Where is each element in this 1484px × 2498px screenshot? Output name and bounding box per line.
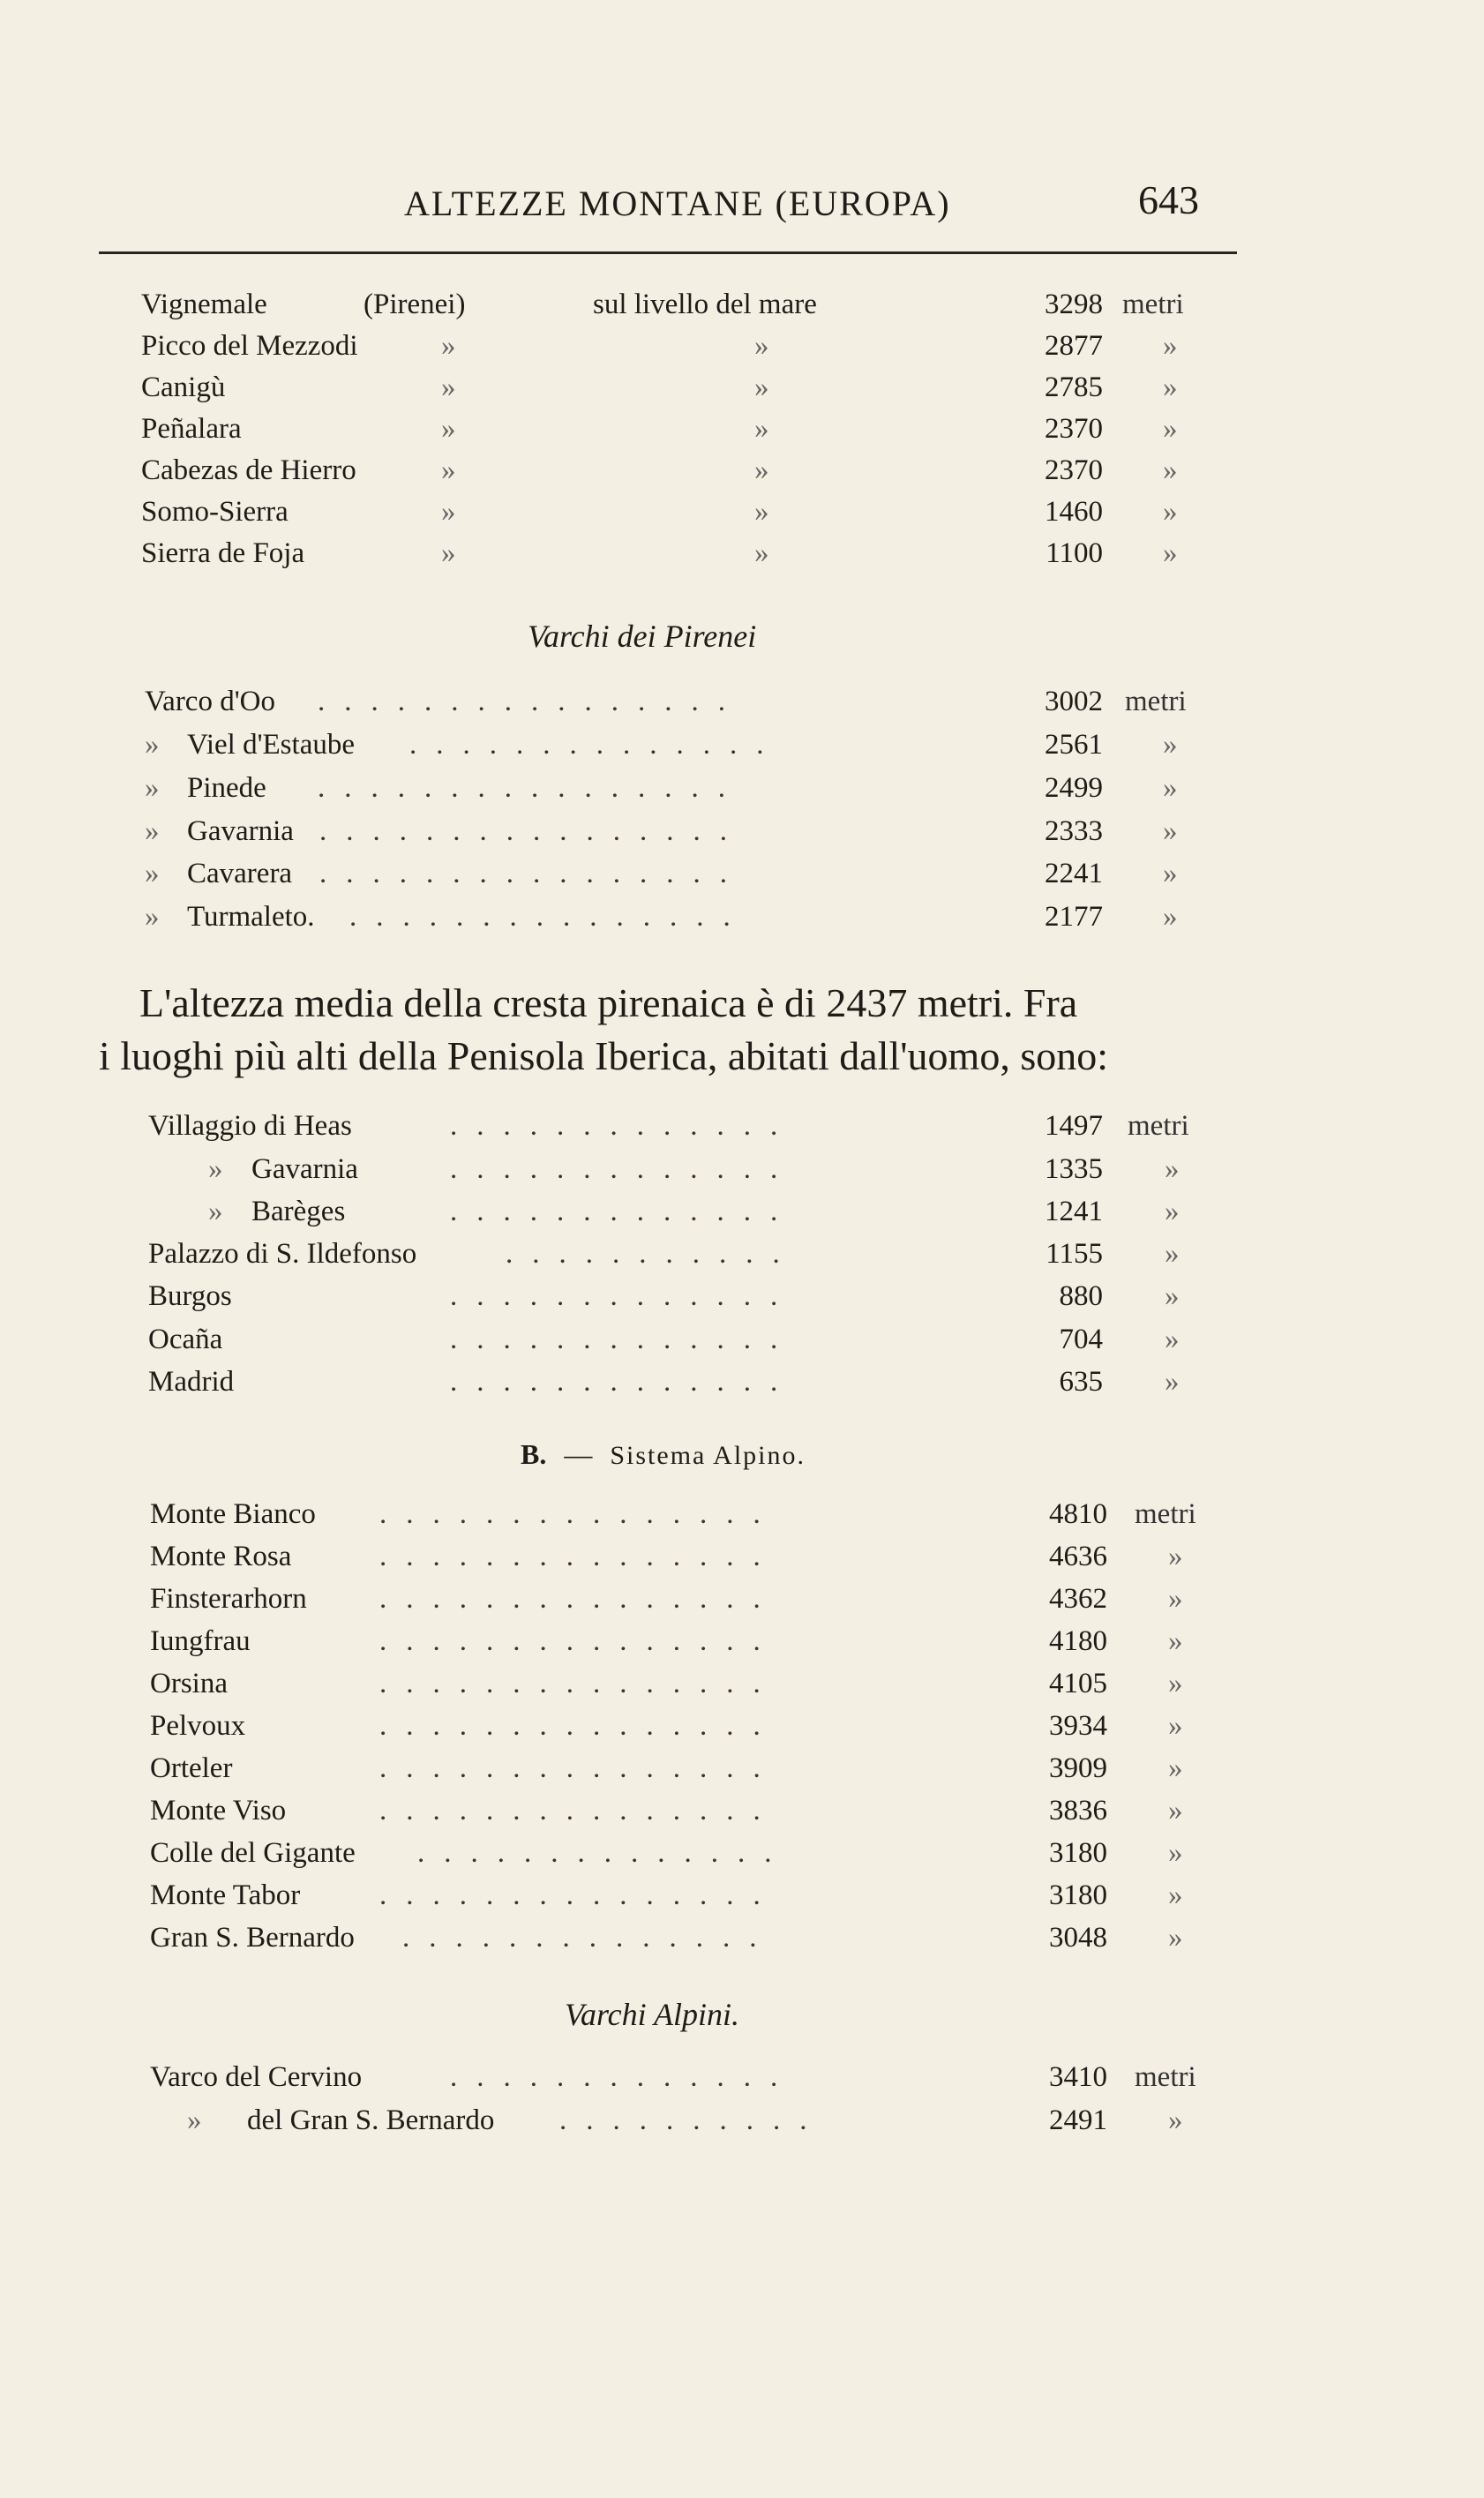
pyrenees-passes-heading: Varchi dei Pirenei: [528, 619, 757, 654]
peak-name: Sierra de Foja: [141, 537, 305, 569]
height-value: 2877: [1045, 330, 1103, 362]
table-row: [0, 1625, 1484, 1668]
unit-label: »: [1168, 1625, 1183, 1657]
dot-leader: ..............: [402, 1922, 776, 1954]
height-value: 3298: [1045, 289, 1103, 320]
height-value: 2561: [1045, 729, 1103, 761]
ditto-mark: »: [187, 2104, 202, 2136]
unit-label: »: [1165, 1366, 1180, 1398]
ditto-mark: »: [208, 1196, 223, 1227]
unit-label: »: [1163, 330, 1178, 362]
unit-label: metri: [1135, 1498, 1196, 1530]
range-label: »: [441, 371, 456, 403]
height-value: 2785: [1045, 371, 1103, 403]
entry-name: Finsterarhorn: [150, 1583, 307, 1615]
entry-name: Viel d'Estaube: [187, 729, 355, 761]
table-row: [0, 901, 1484, 943]
entry-name: Orsina: [150, 1668, 228, 1699]
table-row: [0, 1922, 1484, 1964]
table-row: [0, 686, 1484, 728]
dot-leader: ...............: [379, 1541, 780, 1572]
height-value: 2333: [1045, 815, 1103, 847]
table-row: [0, 1710, 1484, 1752]
dot-leader: ...............: [379, 1795, 780, 1827]
paragraph-line-2: i luoghi più alti della Penisola Iberica, abitati dall'uomo, sono:: [99, 1033, 1109, 1078]
ditto-mark: »: [208, 1153, 223, 1185]
table-row: [0, 289, 1484, 331]
dot-leader: ................: [319, 815, 746, 847]
dot-leader: ...............: [379, 1879, 780, 1911]
table-row: [0, 815, 1484, 858]
unit-label: »: [1168, 1541, 1183, 1572]
section-letter: B.: [521, 1438, 547, 1470]
height-value: 3180: [1049, 1837, 1107, 1869]
table-row: [0, 1196, 1484, 1238]
table-row: [0, 2061, 1484, 2104]
entry-name: Palazzo di S. Ildefonso: [148, 1238, 417, 1270]
unit-label: metri: [1122, 289, 1184, 320]
dot-leader: ...............: [379, 1752, 780, 1784]
table-row: [0, 1366, 1484, 1408]
reference-label: »: [754, 330, 769, 362]
height-value: 880: [1059, 1280, 1103, 1312]
entry-name: del Gran S. Bernardo: [247, 2104, 495, 2136]
ditto-mark: »: [145, 729, 160, 761]
height-value: 3410: [1049, 2061, 1107, 2093]
entry-name: Gran S. Bernardo: [150, 1922, 355, 1954]
height-value: 1460: [1045, 496, 1103, 528]
unit-label: »: [1165, 1280, 1180, 1312]
range-label: »: [441, 454, 456, 486]
table-row: [0, 1837, 1484, 1879]
unit-label: »: [1163, 537, 1178, 569]
running-header: ALTEZZE MONTANE (EUROPA): [404, 184, 951, 223]
entry-name: Pinede: [187, 772, 266, 804]
unit-label: »: [1163, 454, 1178, 486]
unit-label: »: [1165, 1324, 1180, 1355]
dot-leader: ...........: [506, 1238, 799, 1270]
entry-name: Colle del Gigante: [150, 1837, 356, 1869]
table-row: [0, 330, 1484, 372]
entry-name: Barèges: [251, 1196, 346, 1227]
entry-name: Gavarnia: [187, 815, 294, 847]
entry-name: Cavarera: [187, 858, 293, 889]
height-value: 3048: [1049, 1922, 1107, 1954]
table-row: [0, 729, 1484, 771]
table-row: [0, 454, 1484, 497]
dot-leader: .............: [450, 1110, 798, 1142]
height-value: 1497: [1045, 1110, 1103, 1142]
unit-label: »: [1163, 496, 1178, 528]
height-value: 4105: [1049, 1668, 1107, 1699]
height-value: 2370: [1045, 413, 1103, 445]
range-label: »: [441, 496, 456, 528]
reference-label: »: [754, 537, 769, 569]
height-value: 4810: [1049, 1498, 1107, 1530]
height-value: 3909: [1049, 1752, 1107, 1784]
dot-leader: ..........: [559, 2104, 827, 2136]
height-value: 2491: [1049, 2104, 1107, 2136]
dot-leader: ...............: [379, 1625, 780, 1657]
height-value: 1100: [1046, 537, 1103, 569]
unit-label: »: [1163, 815, 1178, 847]
unit-label: metri: [1128, 1110, 1189, 1142]
reference-label: sul livello del mare: [593, 289, 817, 320]
range-label: (Pirenei): [364, 289, 466, 320]
height-value: 4362: [1049, 1583, 1107, 1615]
reference-label: »: [754, 496, 769, 528]
dot-leader: .............: [450, 2061, 798, 2093]
unit-label: metri: [1125, 686, 1187, 717]
height-value: 2177: [1045, 901, 1103, 933]
dot-leader: .............: [450, 1153, 798, 1185]
dot-leader: .............: [450, 1366, 798, 1398]
peak-name: Peñalara: [141, 413, 242, 445]
entry-name: Orteler: [150, 1752, 233, 1784]
unit-label: »: [1168, 1752, 1183, 1784]
entry-name: Pelvoux: [150, 1710, 246, 1742]
unit-label: »: [1168, 1879, 1183, 1911]
height-value: 4180: [1049, 1625, 1107, 1657]
table-row: [0, 772, 1484, 814]
dot-leader: .............: [450, 1196, 798, 1227]
entry-name: Turmaleto.: [187, 901, 315, 933]
peak-name: Vignemale: [141, 289, 267, 320]
height-value: 2499: [1045, 772, 1103, 804]
header-rule: [99, 251, 1237, 254]
table-row: [0, 858, 1484, 900]
dot-leader: ...............: [379, 1710, 780, 1742]
dot-leader: ................: [318, 686, 745, 717]
entry-name: Madrid: [148, 1366, 235, 1398]
range-label: »: [441, 413, 456, 445]
dot-leader: ...............: [379, 1668, 780, 1699]
unit-label: »: [1168, 1922, 1183, 1954]
height-value: 3836: [1049, 1795, 1107, 1827]
table-row: [0, 1280, 1484, 1323]
unit-label: »: [1168, 2104, 1183, 2136]
dot-leader: ...............: [379, 1583, 780, 1615]
peak-name: Somo-Sierra: [141, 496, 289, 528]
dot-leader: ...............: [349, 901, 750, 933]
height-value: 2370: [1045, 454, 1103, 486]
dot-leader: ................: [318, 772, 745, 804]
table-row: [0, 496, 1484, 538]
table-row: [0, 1541, 1484, 1583]
dot-leader: .............: [450, 1324, 798, 1355]
dot-leader: ................: [319, 858, 746, 889]
entry-name: Monte Viso: [150, 1795, 287, 1827]
dot-leader: ..............: [417, 1837, 791, 1869]
height-value: 3934: [1049, 1710, 1107, 1742]
height-value: 635: [1059, 1366, 1103, 1398]
reference-label: »: [754, 371, 769, 403]
page-number: 643: [1138, 177, 1199, 222]
height-value: 4636: [1049, 1541, 1107, 1572]
entry-name: Ocaña: [148, 1324, 223, 1355]
height-value: 1155: [1046, 1238, 1103, 1270]
alpine-section-heading: [521, 1438, 806, 1471]
ditto-mark: »: [145, 901, 160, 933]
entry-name: Villaggio di Heas: [148, 1110, 352, 1142]
table-row: [0, 1498, 1484, 1541]
unit-label: »: [1163, 858, 1178, 889]
height-value: 1335: [1045, 1153, 1103, 1185]
height-value: 2241: [1045, 858, 1103, 889]
table-row: [0, 371, 1484, 414]
entry-name: Gavarnia: [251, 1153, 358, 1185]
section-dash: —: [564, 1438, 593, 1470]
unit-label: »: [1168, 1583, 1183, 1615]
range-label: »: [441, 537, 456, 569]
table-row: [0, 1324, 1484, 1366]
table-row: [0, 537, 1484, 580]
height-value: 3002: [1045, 686, 1103, 717]
entry-name: Monte Rosa: [150, 1541, 292, 1572]
table-row: [0, 1238, 1484, 1280]
ditto-mark: »: [145, 858, 160, 889]
ditto-mark: »: [145, 815, 160, 847]
table-row: [0, 2104, 1484, 2147]
unit-label: metri: [1135, 2061, 1196, 2093]
entry-name: Varco d'Oo: [145, 686, 275, 717]
unit-label: »: [1163, 371, 1178, 403]
table-row: [0, 1668, 1484, 1710]
table-row: [0, 1583, 1484, 1625]
table-row: [0, 1153, 1484, 1196]
dot-leader: .............: [450, 1280, 798, 1312]
table-row: [0, 1752, 1484, 1795]
dot-leader: ...............: [379, 1498, 780, 1530]
height-value: 704: [1059, 1324, 1103, 1355]
height-value: 1241: [1045, 1196, 1103, 1227]
unit-label: »: [1163, 729, 1178, 761]
table-row: [0, 1795, 1484, 1837]
unit-label: »: [1168, 1668, 1183, 1699]
entry-name: Monte Tabor: [150, 1879, 301, 1911]
section-title: Sistema Alpino.: [610, 1441, 806, 1470]
range-label: »: [441, 330, 456, 362]
unit-label: »: [1168, 1837, 1183, 1869]
table-row: [0, 1879, 1484, 1922]
unit-label: »: [1165, 1196, 1180, 1227]
unit-label: »: [1165, 1238, 1180, 1270]
unit-label: »: [1168, 1795, 1183, 1827]
unit-label: »: [1165, 1153, 1180, 1185]
unit-label: »: [1168, 1710, 1183, 1742]
dot-leader: ..............: [409, 729, 783, 761]
peak-name: Cabezas de Hierro: [141, 454, 356, 486]
entry-name: Monte Bianco: [150, 1498, 316, 1530]
paragraph-line-1: L'altezza media della cresta pirenaica è di 2437 metri. Fra: [139, 980, 1078, 1025]
entry-name: Varco del Cervino: [150, 2061, 363, 2093]
entry-name: Iungfrau: [150, 1625, 251, 1657]
alpine-passes-heading: Varchi Alpini.: [565, 1997, 739, 2032]
table-row: [0, 1110, 1484, 1152]
table-row: [0, 413, 1484, 455]
reference-label: »: [754, 413, 769, 445]
unit-label: »: [1163, 901, 1178, 933]
height-value: 3180: [1049, 1879, 1107, 1911]
ditto-mark: »: [145, 772, 160, 804]
peak-name: Canigù: [141, 371, 226, 403]
reference-label: »: [754, 454, 769, 486]
entry-name: Burgos: [148, 1280, 232, 1312]
peak-name: Picco del Mezzodi: [141, 330, 358, 362]
unit-label: »: [1163, 413, 1178, 445]
unit-label: »: [1163, 772, 1178, 804]
